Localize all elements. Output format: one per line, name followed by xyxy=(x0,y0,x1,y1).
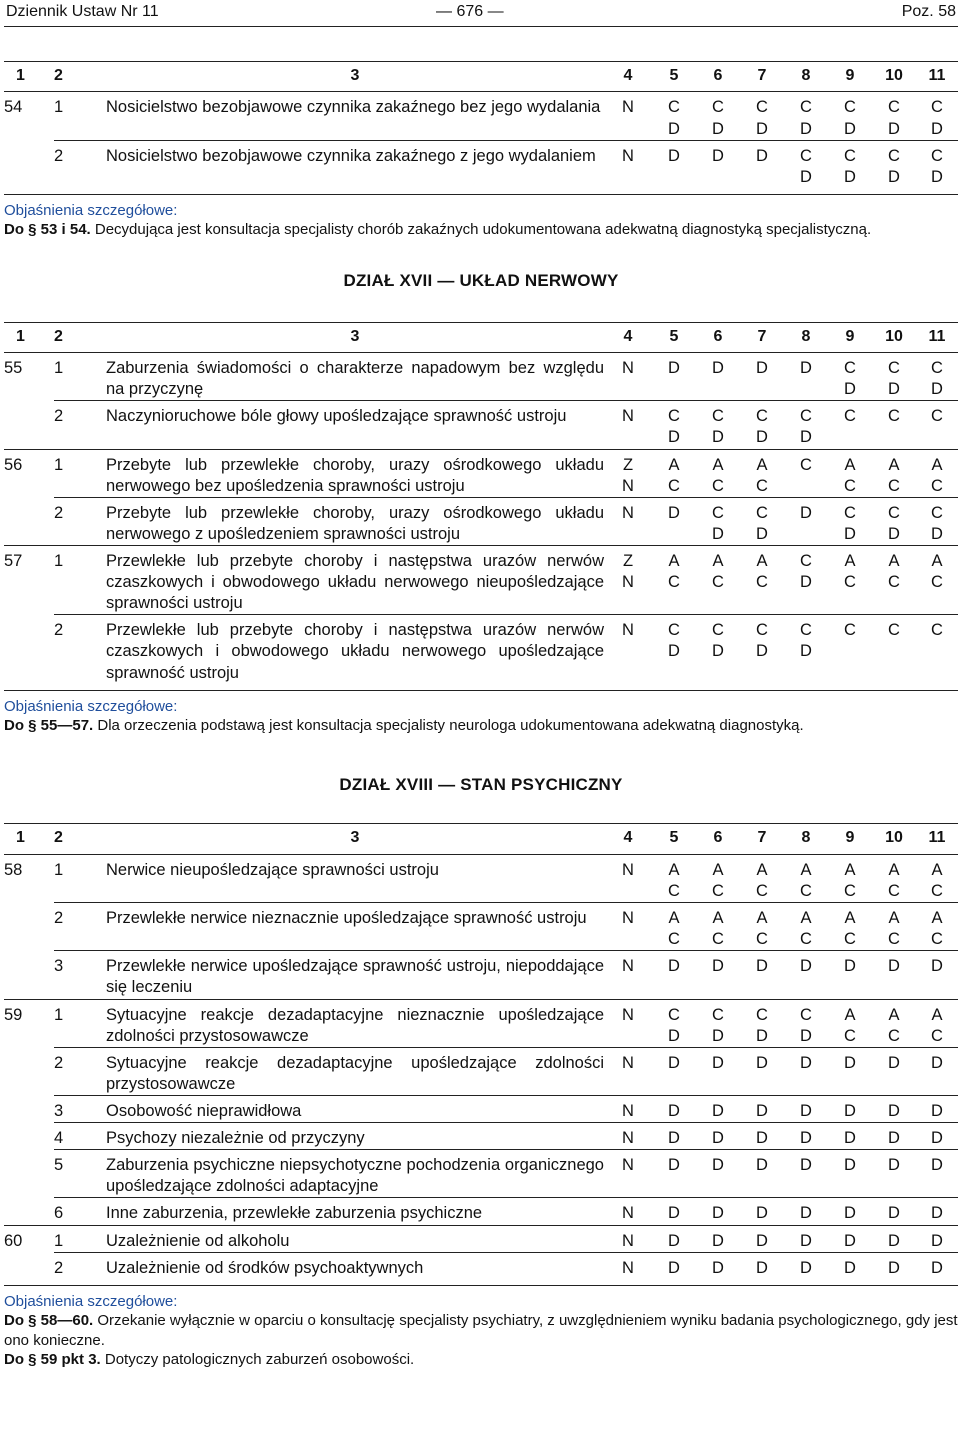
category-grade: C D xyxy=(800,98,812,138)
column-header: 9 xyxy=(828,824,872,854)
paragraph-number xyxy=(4,1150,54,1198)
point-number: 2 xyxy=(54,497,106,545)
paragraph-number xyxy=(4,1047,54,1095)
point-number: 1 xyxy=(54,546,106,615)
category-grade: D xyxy=(916,1123,958,1150)
category-grade: C D xyxy=(784,401,828,449)
category-grade: D xyxy=(696,1095,740,1122)
condition-description: Zaburzenia psychiczne niepsychotyczne pochodzenia organicznego upośledzające zdolności adaptacyjne xyxy=(106,1150,604,1198)
category-grade: Z N xyxy=(604,449,652,497)
category-grade: D xyxy=(916,1047,958,1095)
point-number: 1 xyxy=(54,449,106,497)
paragraph-number xyxy=(4,401,54,449)
category-grade: A C xyxy=(740,903,784,951)
category-grade: C D xyxy=(784,999,828,1047)
column-header: 10 xyxy=(872,62,916,92)
category-grade: C xyxy=(828,615,872,690)
category-grade: C D xyxy=(844,359,856,399)
category-grade: D xyxy=(784,497,828,545)
category-grade: D xyxy=(696,951,740,999)
note-text: Dotyczy patologicznych zaburzeń osobowości. xyxy=(100,1351,415,1369)
category-grade: D xyxy=(652,951,696,999)
category-grade: C D xyxy=(784,140,828,194)
condition-description: Przebyte lub przewlekłe choroby, urazy ośrodkowego układu nerwowego bez upośledzenia sprawności ustroju xyxy=(106,449,604,497)
column-header: 4 xyxy=(604,62,652,92)
paragraph-number: 60 xyxy=(4,1225,54,1252)
condition-description: Nosicielstwo bezobjawowe czynnika zakaźnego z jego wydalaniem xyxy=(106,140,604,194)
category-grade: D xyxy=(696,1150,740,1198)
table-row xyxy=(4,546,958,615)
category-grade: D xyxy=(828,1150,872,1198)
condition-description: Przebyte lub przewlekłe choroby, urazy ośrodkowego układu nerwowego z upośledzeniem sprawności ustroju xyxy=(106,497,604,545)
section-18-title: DZIAŁ XVIII — STAN PSYCHICZNY xyxy=(339,774,623,794)
category-grade: D xyxy=(652,140,696,194)
category-grade: D xyxy=(652,1095,696,1122)
condition-description: Naczynioruchowe bóle głowy upośledzające sprawność ustroju xyxy=(106,401,604,449)
document-page xyxy=(4,0,958,1370)
column-header: 8 xyxy=(784,62,828,92)
category-grade: D xyxy=(828,1225,872,1252)
page-header xyxy=(4,0,958,27)
paragraph-number: 55 xyxy=(4,359,23,378)
table-row xyxy=(4,903,958,951)
column-header: 10 xyxy=(872,322,916,352)
category-grade: C D xyxy=(652,401,696,449)
category-grade: D xyxy=(696,140,740,194)
section-17-title: DZIAŁ XVII — UKŁAD NERWOWY xyxy=(343,270,619,290)
table-section-prev xyxy=(4,61,958,195)
category-grade: C D xyxy=(916,497,958,545)
table-row xyxy=(4,353,958,401)
category-grade: C D xyxy=(668,98,680,138)
column-header: 5 xyxy=(652,322,696,352)
column-header: 7 xyxy=(740,62,784,92)
category-grade: C xyxy=(916,401,958,449)
category-grade: N xyxy=(604,1095,652,1122)
category-grade: D xyxy=(696,1225,740,1252)
category-grade: A C xyxy=(916,546,958,615)
category-grade: N xyxy=(604,903,652,951)
category-grade: C D xyxy=(888,98,900,138)
category-grade: A C xyxy=(872,449,916,497)
journal-title: Dziennik Ustaw Nr 11 xyxy=(6,3,159,20)
category-grade: N xyxy=(604,1252,652,1285)
category-grade: D xyxy=(784,951,828,999)
category-grade: D xyxy=(872,1095,916,1122)
note-item xyxy=(4,716,958,736)
point-number: 4 xyxy=(54,1123,106,1150)
paragraph-number xyxy=(4,1123,54,1150)
category-grade: N xyxy=(604,140,652,194)
category-grade: C D xyxy=(844,98,856,138)
category-grade: D xyxy=(740,1123,784,1150)
category-grade: A C xyxy=(696,449,740,497)
point-number: 1 xyxy=(54,359,64,378)
category-grade: D xyxy=(872,1123,916,1150)
category-grade: A C xyxy=(756,860,768,900)
point-number: 1 xyxy=(54,860,64,879)
column-header: 4 xyxy=(604,322,652,352)
column-header: 2 xyxy=(54,824,106,854)
category-grade: C xyxy=(916,615,958,690)
condition-description: Uzależnienie od środków psychoaktywnych xyxy=(106,1252,604,1285)
category-grade: D xyxy=(784,1123,828,1150)
category-grade: D xyxy=(696,1198,740,1225)
category-grade: C D xyxy=(784,546,828,615)
category-grade: C D xyxy=(696,401,740,449)
category-grade: D xyxy=(784,1198,828,1225)
point-number: 2 xyxy=(54,401,106,449)
category-grade: A C xyxy=(828,546,872,615)
category-grade: N xyxy=(622,98,634,117)
category-grade: A C xyxy=(888,860,900,900)
category-grade: C D xyxy=(916,140,958,194)
category-grade: D xyxy=(784,1225,828,1252)
category-grade: A C xyxy=(828,999,872,1047)
category-grade: C D xyxy=(888,359,900,399)
category-grade: C xyxy=(828,401,872,449)
table-row xyxy=(4,1225,958,1252)
category-grade: D xyxy=(872,951,916,999)
category-grade: N xyxy=(604,1150,652,1198)
table-row xyxy=(4,1150,958,1198)
point-number: 1 xyxy=(54,1225,106,1252)
category-grade: C xyxy=(784,449,828,497)
notes-section-17 xyxy=(4,697,958,736)
category-grade: D xyxy=(784,1047,828,1095)
category-grade: D xyxy=(916,1150,958,1198)
category-grade: D xyxy=(828,1095,872,1122)
category-grade: A C xyxy=(872,903,916,951)
category-grade: D xyxy=(740,1047,784,1095)
condition-description: Przewlekłe nerwice nieznacznie upośledzające sprawność ustroju xyxy=(106,903,604,951)
category-grade: D xyxy=(800,359,812,378)
category-grade: C D xyxy=(872,140,916,194)
note-text: Orzekanie wyłącznie w oparciu o konsultację specjalisty psychiatry, z uwzględnieniem wyniku badania psychologicznego, gdy jest ono konieczne. xyxy=(4,1312,958,1349)
category-grade: N xyxy=(622,860,634,879)
category-grade: D xyxy=(712,359,724,378)
category-grade: N xyxy=(604,951,652,999)
notes-title: Objaśnienia szczegółowe: xyxy=(4,1292,178,1310)
column-header: 1 xyxy=(4,322,54,352)
paragraph-number xyxy=(4,140,54,194)
column-header: 1 xyxy=(4,824,54,854)
category-grade: D xyxy=(652,1225,696,1252)
paragraph-number xyxy=(4,1198,54,1225)
category-grade: D xyxy=(740,951,784,999)
category-grade: D xyxy=(740,1095,784,1122)
column-header: 2 xyxy=(54,322,106,352)
category-grade: C xyxy=(872,401,916,449)
category-grade: C D xyxy=(931,98,943,138)
category-grade: D xyxy=(872,1150,916,1198)
category-grade: A C xyxy=(828,903,872,951)
point-number: 1 xyxy=(54,999,106,1047)
note-item xyxy=(4,1350,958,1370)
category-grade: A C xyxy=(740,546,784,615)
paragraph-number: 58 xyxy=(4,860,23,879)
category-grade: N xyxy=(604,1047,652,1095)
column-header: 2 xyxy=(54,62,106,92)
note-reference: Do § 53 i 54. xyxy=(4,221,91,239)
category-grade: C D xyxy=(712,98,724,138)
point-number: 5 xyxy=(54,1150,106,1198)
category-grade: C D xyxy=(740,401,784,449)
point-number: 2 xyxy=(54,615,106,690)
column-header: 11 xyxy=(916,824,958,854)
table-row xyxy=(4,401,958,449)
category-grade: N xyxy=(622,359,634,378)
column-header: 4 xyxy=(604,824,652,854)
category-grade: A C xyxy=(872,546,916,615)
category-grade: D xyxy=(916,1095,958,1122)
table-row xyxy=(4,1252,958,1285)
category-grade: C D xyxy=(652,999,696,1047)
condition-description: Nosicielstwo bezobjawowe czynnika zakaźnego bez jego wydalania xyxy=(106,98,601,117)
table-row xyxy=(4,615,958,690)
condition-description: Przewlekłe lub przebyte choroby i następstwa urazów nerwów czaszkowych i obwodowego układu nerwowego upośledzające sprawność ustroju xyxy=(106,615,604,690)
page-number: — 676 — xyxy=(436,3,504,20)
category-grade: C D xyxy=(931,359,943,399)
category-grade: A C xyxy=(696,903,740,951)
category-grade: D xyxy=(784,1252,828,1285)
category-grade: A C xyxy=(696,546,740,615)
category-grade: A C xyxy=(800,860,812,900)
category-grade: D xyxy=(696,1123,740,1150)
point-number: 1 xyxy=(54,98,64,117)
category-grade: C D xyxy=(828,140,872,194)
category-grade: D xyxy=(740,1252,784,1285)
notes-title: Objaśnienia szczegółowe: xyxy=(4,697,178,715)
paragraph-number: 59 xyxy=(4,999,54,1047)
category-grade: D xyxy=(872,1198,916,1225)
category-grade: N xyxy=(604,1123,652,1150)
category-grade: A C xyxy=(652,546,696,615)
notes-title: Objaśnienia szczegółowe: xyxy=(4,201,178,219)
column-header: 10 xyxy=(872,824,916,854)
paragraph-number: 57 xyxy=(4,546,54,615)
column-header: 8 xyxy=(784,824,828,854)
category-grade: D xyxy=(740,1150,784,1198)
category-grade: D xyxy=(916,1252,958,1285)
category-grade: A C xyxy=(844,860,856,900)
condition-description: Przewlekłe nerwice upośledzające sprawność ustroju, niepoddające się leczeniu xyxy=(106,951,604,999)
point-number: 2 xyxy=(54,1047,106,1095)
table-row xyxy=(4,1095,958,1122)
category-grade: N xyxy=(604,615,652,690)
column-header: 11 xyxy=(916,62,958,92)
column-header: 11 xyxy=(916,322,958,352)
paragraph-number: 56 xyxy=(4,449,54,497)
condition-description: Zaburzenia świadomości o charakterze napadowym bez względu na przyczynę xyxy=(106,359,604,399)
category-grade: D xyxy=(828,1198,872,1225)
column-header: 3 xyxy=(106,62,604,92)
category-grade: D xyxy=(756,359,768,378)
column-header: 6 xyxy=(696,824,740,854)
category-grade: D xyxy=(828,1123,872,1150)
point-number: 2 xyxy=(54,1252,106,1285)
category-grade: D xyxy=(652,1198,696,1225)
condition-description: Przewlekłe lub przebyte choroby i następstwa urazów nerwów czaszkowych i obwodowego układu nerwowego nieupośledzające sprawności ustroju xyxy=(106,546,604,615)
note-reference: Do § 59 pkt 3. xyxy=(4,1351,101,1369)
category-grade: N xyxy=(604,1198,652,1225)
category-grade: C D xyxy=(652,615,696,690)
table-row xyxy=(4,951,958,999)
category-grade: A C xyxy=(828,449,872,497)
condition-description: Nerwice nieupośledzające sprawności ustroju xyxy=(106,860,439,879)
category-grade: D xyxy=(652,1047,696,1095)
condition-description: Sytuacyjne reakcje dezadaptacyjne upośledzające zdolności przystosowawcze xyxy=(106,1047,604,1095)
category-grade: D xyxy=(872,1225,916,1252)
category-grade: A C xyxy=(740,449,784,497)
paragraph-number xyxy=(4,497,54,545)
category-grade: C D xyxy=(696,615,740,690)
notes-section-18 xyxy=(4,1292,958,1370)
column-header: 3 xyxy=(106,824,604,854)
table-row xyxy=(4,1123,958,1150)
condition-description: Psychozy niezależnie od przyczyny xyxy=(106,1123,604,1150)
category-grade: A C xyxy=(668,860,680,900)
category-grade: N xyxy=(604,497,652,545)
category-grade: C D xyxy=(756,98,768,138)
category-grade: C D xyxy=(696,497,740,545)
category-grade: D xyxy=(652,1150,696,1198)
table-row xyxy=(4,497,958,545)
category-grade: A C xyxy=(652,449,696,497)
column-header: 9 xyxy=(828,62,872,92)
table-row xyxy=(4,1047,958,1095)
category-grade: A C xyxy=(872,999,916,1047)
category-grade: N xyxy=(604,999,652,1047)
category-grade: N xyxy=(604,1225,652,1252)
note-reference: Do § 58—60. xyxy=(4,1312,94,1330)
paragraph-number xyxy=(4,1095,54,1122)
category-grade: D xyxy=(696,1252,740,1285)
category-grade: A C xyxy=(916,999,958,1047)
category-grade: C D xyxy=(740,615,784,690)
column-header: 6 xyxy=(696,322,740,352)
paragraph-number xyxy=(4,1252,54,1285)
category-grade: D xyxy=(652,1123,696,1150)
column-header: 3 xyxy=(106,322,604,352)
condition-description: Inne zaburzenia, przewlekłe zaburzenia psychiczne xyxy=(106,1198,604,1225)
column-header: 5 xyxy=(652,824,696,854)
column-header: 8 xyxy=(784,322,828,352)
condition-description: Uzależnienie od alkoholu xyxy=(106,1225,604,1252)
category-grade: C D xyxy=(828,497,872,545)
column-header: 5 xyxy=(652,62,696,92)
category-grade: D xyxy=(740,1198,784,1225)
paragraph-number xyxy=(4,615,54,690)
category-grade: D xyxy=(668,359,680,378)
category-grade: Z N xyxy=(604,546,652,615)
category-grade: D xyxy=(652,1252,696,1285)
note-text: Dla orzeczenia podstawą jest konsultacja specjalisty neurologa udokumentowana adekwatną diagnostyką. xyxy=(93,717,804,735)
column-header-row xyxy=(4,62,958,92)
category-grade: D xyxy=(916,1225,958,1252)
category-grade: D xyxy=(828,1047,872,1095)
column-header: 6 xyxy=(696,62,740,92)
category-grade: C D xyxy=(696,999,740,1047)
column-header: 1 xyxy=(4,62,54,92)
category-grade: A C xyxy=(652,903,696,951)
table-row xyxy=(4,449,958,497)
point-number: 3 xyxy=(54,951,106,999)
category-grade: A C xyxy=(784,903,828,951)
paragraph-number: 54 xyxy=(4,98,23,117)
category-grade: C D xyxy=(784,615,828,690)
category-grade: C xyxy=(872,615,916,690)
note-text: Decydująca jest konsultacja specjalisty chorób zakaźnych udokumentowana adekwatną diagnostyką specjalistyczną. xyxy=(90,221,872,239)
table-section-18 xyxy=(4,823,958,1285)
category-grade: D xyxy=(652,497,696,545)
table-row xyxy=(4,92,958,140)
category-grade: D xyxy=(784,1150,828,1198)
category-grade: A C xyxy=(712,860,724,900)
category-grade: D xyxy=(696,1047,740,1095)
category-grade: C D xyxy=(872,497,916,545)
table-row xyxy=(4,140,958,194)
category-grade: N xyxy=(604,401,652,449)
point-number: 2 xyxy=(54,140,106,194)
paragraph-number xyxy=(4,903,54,951)
table-row xyxy=(4,1198,958,1225)
point-number: 2 xyxy=(54,903,106,951)
category-grade: C D xyxy=(740,999,784,1047)
category-grade: D xyxy=(916,951,958,999)
column-header: 7 xyxy=(740,824,784,854)
table-row xyxy=(4,854,958,902)
note-reference: Do § 55—57. xyxy=(4,717,94,735)
note-item xyxy=(4,1311,958,1350)
position-number: Poz. 58 xyxy=(901,3,956,20)
table-row xyxy=(4,999,958,1047)
notes-section-prev xyxy=(4,201,958,240)
column-header-row xyxy=(4,322,958,352)
category-grade: D xyxy=(740,140,784,194)
category-grade: A C xyxy=(916,449,958,497)
category-grade: A C xyxy=(931,860,943,900)
category-grade: D xyxy=(828,951,872,999)
category-grade: D xyxy=(828,1252,872,1285)
category-grade: D xyxy=(784,1095,828,1122)
category-grade: D xyxy=(872,1047,916,1095)
table-section-17 xyxy=(4,322,958,691)
category-grade: A C xyxy=(916,903,958,951)
category-grade: D xyxy=(872,1252,916,1285)
point-number: 3 xyxy=(54,1095,106,1122)
condition-description: Sytuacyjne reakcje dezadaptacyjne nieznacznie upośledzające zdolności przystosowawcze xyxy=(106,999,604,1047)
category-grade: D xyxy=(740,1225,784,1252)
column-header-row xyxy=(4,824,958,854)
condition-description: Osobowość nieprawidłowa xyxy=(106,1095,604,1122)
point-number: 6 xyxy=(54,1198,106,1225)
note-item xyxy=(4,220,958,240)
paragraph-number xyxy=(4,951,54,999)
category-grade: D xyxy=(916,1198,958,1225)
category-grade: C D xyxy=(740,497,784,545)
column-header: 9 xyxy=(828,322,872,352)
column-header: 7 xyxy=(740,322,784,352)
